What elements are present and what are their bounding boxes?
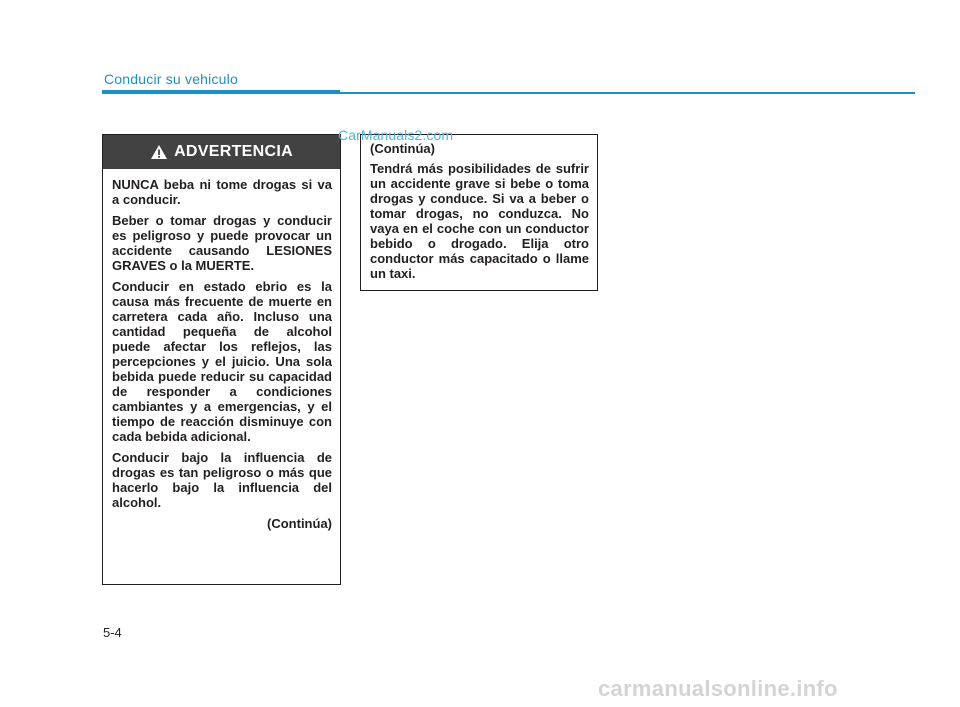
header-rule-thick — [102, 90, 340, 94]
warning-paragraph: Conducir bajo la influencia de drogas es tan peligroso o más que hacerlo bajo la influencia del alcohol. — [112, 450, 332, 510]
section-title: Conducir su vehiculo — [104, 71, 238, 87]
continued-label: (Continúa) — [370, 141, 435, 156]
warning-header — [103, 135, 340, 169]
watermark-link[interactable]: CarManuals2.com — [338, 127, 454, 143]
header-rule-thin — [340, 92, 915, 94]
warning-box — [102, 134, 341, 585]
warning-triangle-icon — [150, 144, 168, 160]
continues-label: (Continúa) — [267, 516, 332, 531]
warning-paragraph: Beber o tomar drogas y conducir es peligroso y puede provocar un accidente causando LESIONES GRAVES o la MUERTE. — [112, 213, 332, 273]
warning-paragraph: Conducir en estado ebrio es la causa más frecuente de muerte en carretera cada año. Incluso una cantidad pequeña de alcohol puede afectar los reflejos, las percepciones y el juicio. Una sola bebida puede reducir su capacidad de responder a condiciones cambiantes y a emergencias, y el tiempo de reacción disminuye con cada bebida adicional. — [112, 279, 332, 444]
warning-paragraph: NUNCA beba ni tome drogas si va a conducir. — [112, 177, 332, 207]
continuation-paragraph: Tendrá más posibilidades de sufrir un accidente grave si bebe o toma drogas y conduce. Si va a beber o tomar drogas, no conduzca. No vaya en el coche con un conductor bebido o drogado. Elija otro conductor más capacitado o llame un taxi. — [370, 161, 589, 281]
warning-body — [103, 169, 340, 531]
continuation-box — [360, 134, 598, 291]
page-number: 5-4 — [103, 625, 122, 640]
site-watermark: carmanualsonline.info — [598, 676, 838, 701]
continuation-body — [361, 135, 597, 281]
warning-title: ADVERTENCIA — [174, 143, 293, 160]
